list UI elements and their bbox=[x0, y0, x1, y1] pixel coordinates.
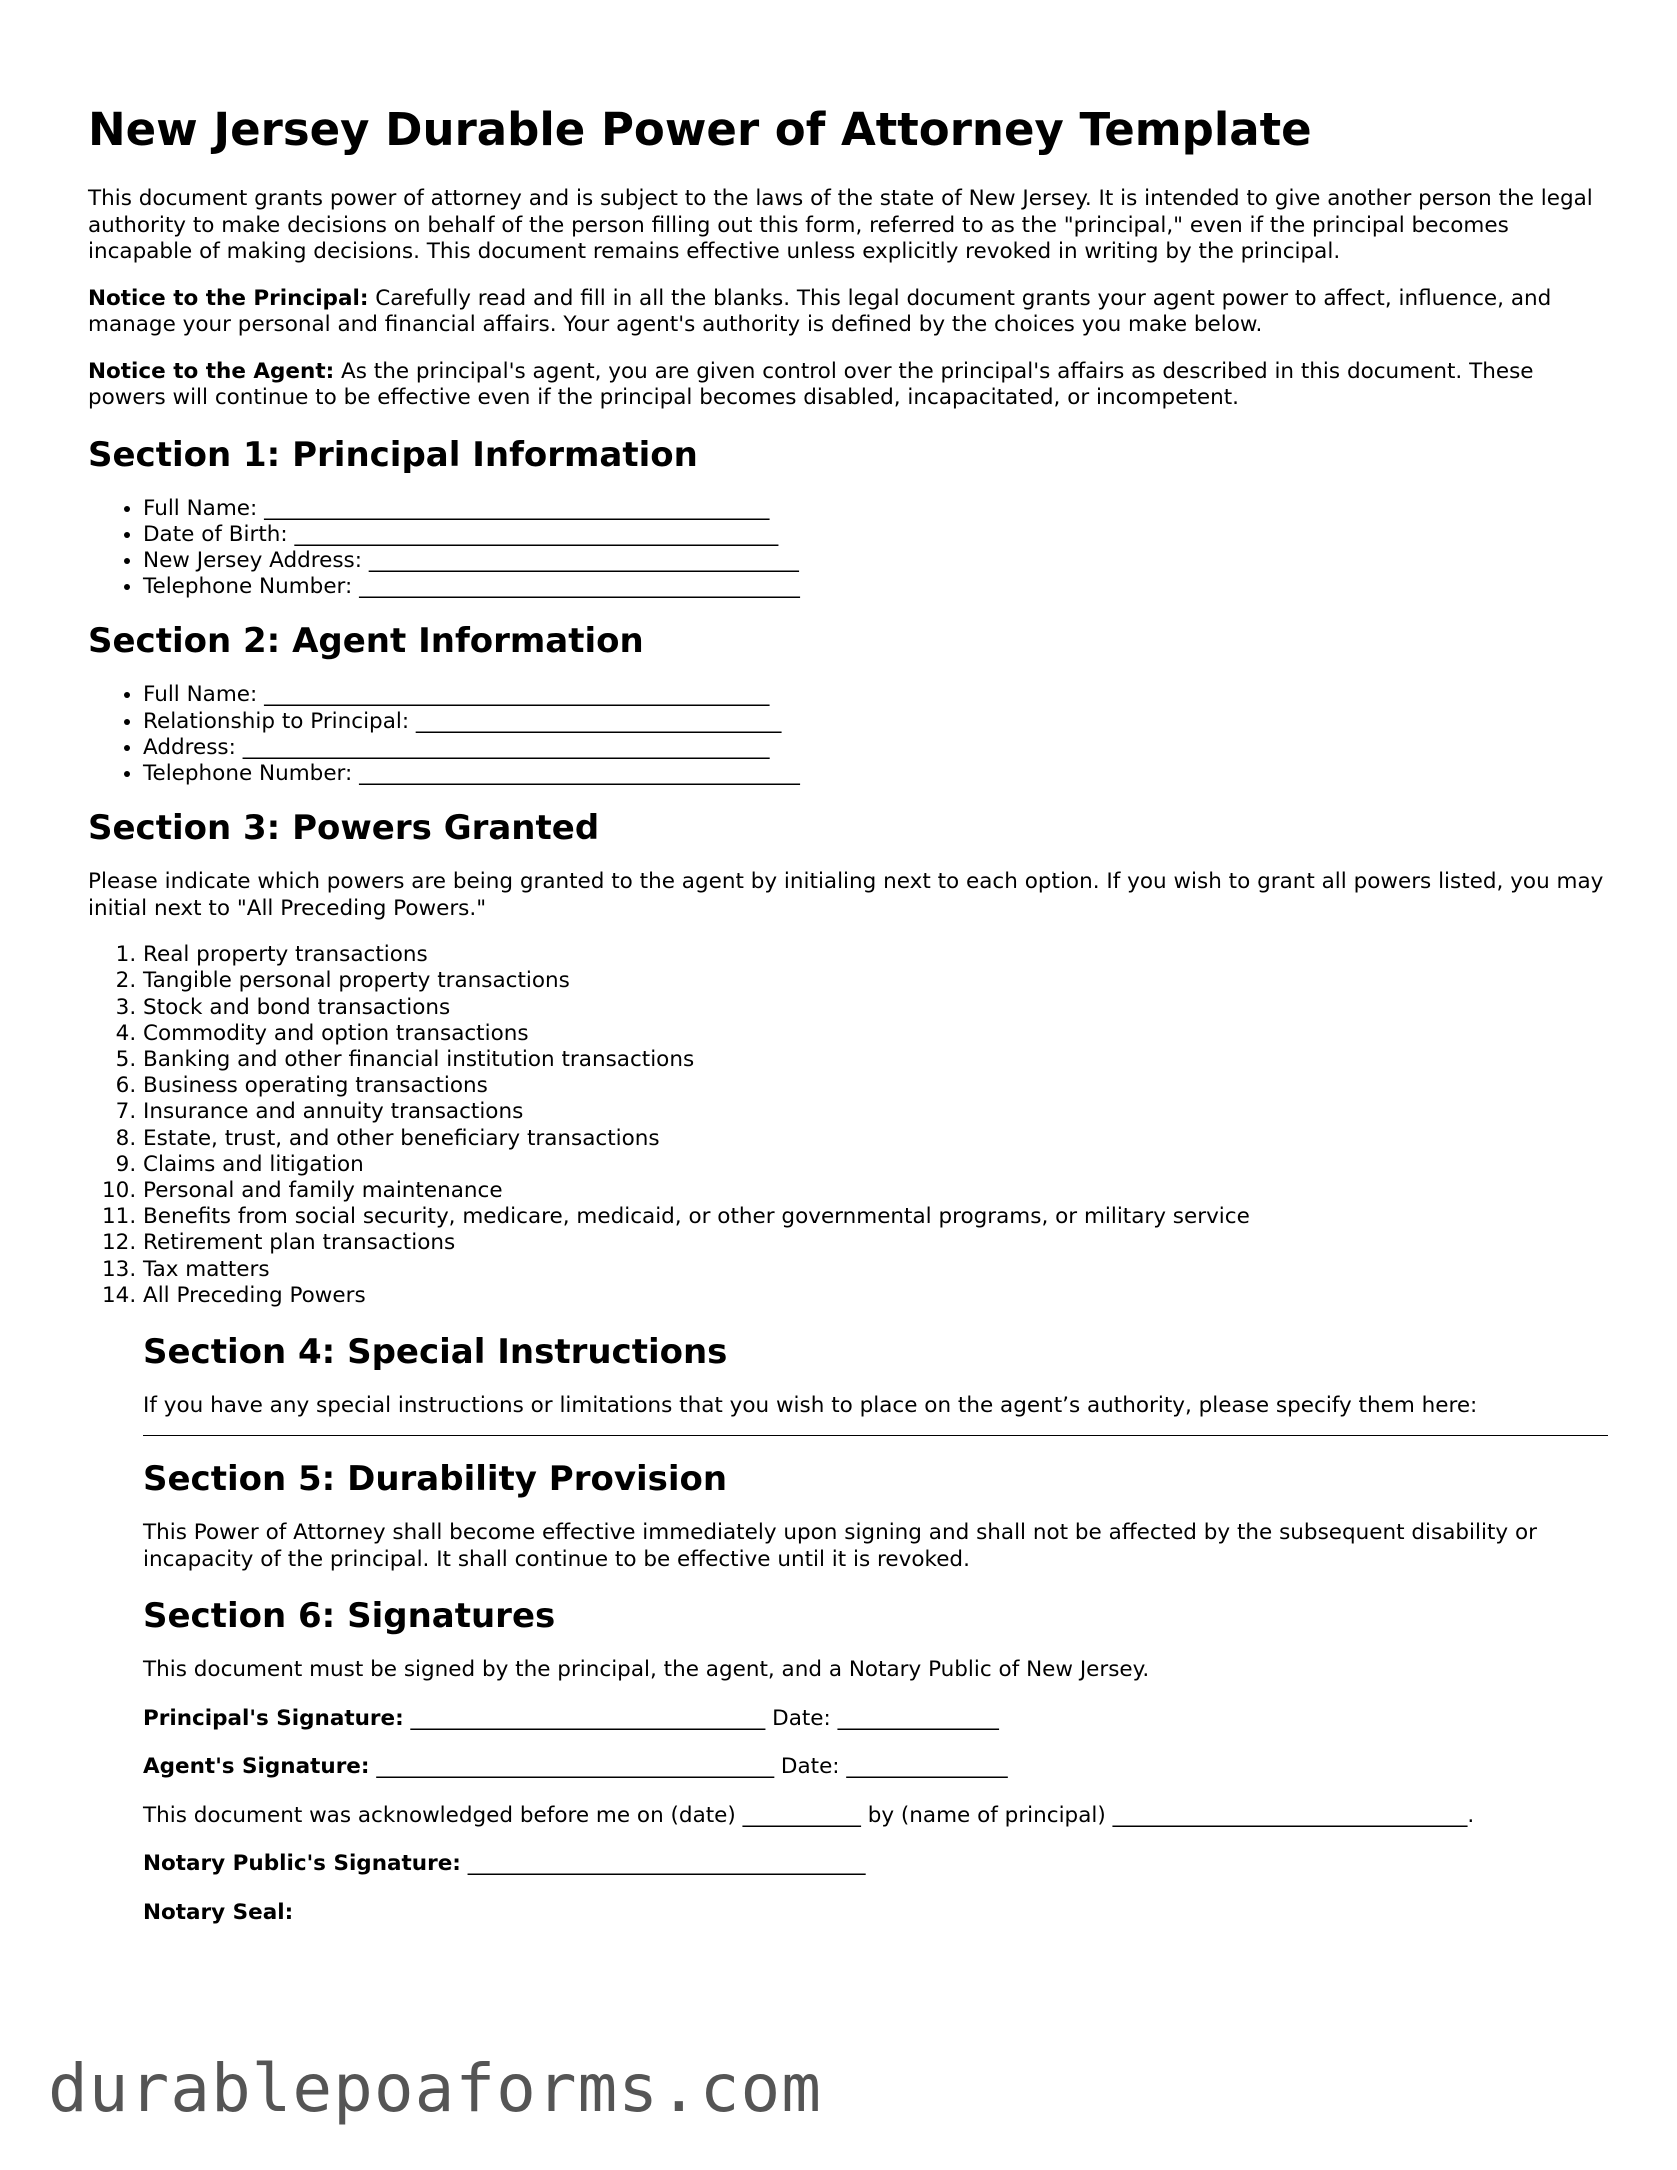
document-page bbox=[88, 0, 1608, 1926]
principal-signature-line[interactable] bbox=[143, 1706, 1608, 1733]
power-item: 13. Tax matters bbox=[143, 1257, 1608, 1283]
agent-signature-label: Agent's Signature: bbox=[143, 1754, 370, 1780]
power-item: 2. Tangible personal property transactions bbox=[143, 968, 1608, 994]
principal-address-field[interactable]: • New Jersey Address: ________________________________________ bbox=[143, 548, 1608, 574]
document-title: New Jersey Durable Power of Attorney Template bbox=[88, 103, 1312, 156]
powers-instructions: Please indicate which powers are being granted to the agent by initialing next to each option. If you wish to grant all powers listed, you may initial next to "All Preceding Powers." bbox=[88, 869, 1604, 921]
agent-signature-blank[interactable]: _____________________________________ Date: _______________ bbox=[369, 1754, 1008, 1780]
power-item: 10. Personal and family maintenance bbox=[143, 1178, 1608, 1204]
agent-full-name-field[interactable]: • Full Name: _______________________________________________ bbox=[143, 682, 1608, 708]
agent-signature-line[interactable] bbox=[143, 1754, 1608, 1781]
power-item: 11. Benefits from social security, medicare, medicaid, or other governmental programs, or military service bbox=[143, 1204, 1608, 1230]
notary-signature-line[interactable] bbox=[143, 1851, 1608, 1878]
power-item: 7. Insurance and annuity transactions bbox=[143, 1099, 1608, 1125]
durability-provision-text: This Power of Attorney shall become effective immediately upon signing and shall not be affected by the subsequent disability or incapacity of the principal. It shall continue to be effective until it is revoked. bbox=[143, 1520, 1537, 1572]
powers-list bbox=[88, 942, 1608, 1309]
principal-signature-label: Principal's Signature: bbox=[143, 1705, 404, 1731]
notary-signature-label: Notary Public's Signature: bbox=[143, 1851, 461, 1877]
power-item: 9. Claims and litigation bbox=[143, 1152, 1608, 1178]
power-item: 8. Estate, trust, and other beneficiary transactions bbox=[143, 1126, 1608, 1152]
notice-principal-label: Notice to the Principal: bbox=[88, 285, 369, 311]
notary-signature-blank[interactable]: _____________________________________ bbox=[460, 1851, 866, 1877]
power-item: 12. Retirement plan transactions bbox=[143, 1230, 1608, 1256]
acknowledgement-line[interactable]: This document was acknowledged before me on (date) ___________ by (name of principal) _________________________________. bbox=[143, 1802, 1475, 1828]
section5-heading: Section 5: Durability Provision bbox=[143, 1459, 728, 1500]
section3-heading: Section 3: Powers Granted bbox=[88, 808, 600, 849]
notice-agent-label: Notice to the Agent: bbox=[88, 358, 335, 384]
principal-full-name-field[interactable]: • Full Name: _______________________________________________ bbox=[143, 496, 1608, 522]
notice-to-agent bbox=[88, 359, 1608, 412]
signatures-instructions: This document must be signed by the principal, the agent, and a Notary Public of New Jersey. bbox=[143, 1657, 1150, 1683]
agent-relationship-field[interactable]: • Relationship to Principal: __________________________________ bbox=[143, 709, 1608, 735]
principal-date-of-birth-field[interactable]: • Date of Birth: _____________________________________________ bbox=[143, 522, 1608, 548]
agent-info-list bbox=[88, 682, 1608, 787]
section1-heading: Section 1: Principal Information bbox=[88, 434, 698, 475]
principal-info-list bbox=[88, 496, 1608, 601]
principal-telephone-field[interactable]: • Telephone Number: _________________________________________ bbox=[143, 574, 1608, 600]
notary-seal-label: Notary Seal: bbox=[143, 1899, 294, 1925]
notice-to-principal bbox=[88, 286, 1608, 339]
special-instructions-blank-line[interactable] bbox=[143, 1421, 1608, 1436]
section6-heading: Section 6: Signatures bbox=[143, 1596, 556, 1637]
agent-telephone-field[interactable]: • Telephone Number: _________________________________________ bbox=[143, 761, 1608, 787]
section2-heading: Section 2: Agent Information bbox=[88, 621, 644, 662]
power-item: 5. Banking and other financial institution transactions bbox=[143, 1047, 1608, 1073]
watermark-text: durablepoaforms.com bbox=[48, 2050, 822, 2127]
agent-address-field[interactable]: • Address: _________________________________________________ bbox=[143, 735, 1608, 761]
power-item: 6. Business operating transactions bbox=[143, 1073, 1608, 1099]
power-item: 4. Commodity and option transactions bbox=[143, 1021, 1608, 1047]
power-item: 14. All Preceding Powers bbox=[143, 1283, 1608, 1309]
power-item: 3. Stock and bond transactions bbox=[143, 995, 1608, 1021]
power-item: 1. Real property transactions bbox=[143, 942, 1608, 968]
section4-heading: Section 4: Special Instructions bbox=[143, 1331, 728, 1372]
intro-paragraph: This document grants power of attorney and is subject to the laws of the state of New Jersey. It is intended to give another person the legal authority to make decisions on behalf of the person filling out this form, referred to as the "principal," even if the principal becomes incapable of making decisions. This document remains effective unless explicitly revoked in writing by the principal. bbox=[88, 186, 1593, 264]
notary-seal-line bbox=[143, 1900, 1608, 1927]
principal-signature-blank[interactable]: _________________________________ Date: _______________ bbox=[403, 1705, 999, 1731]
notice-principal-text: Carefully read and fill in all the blanks. This legal document grants your agent power to affect, influence, and manage your personal and financial affairs. Your agent's authority is defined by the choices you make below. bbox=[88, 285, 1552, 337]
notice-agent-text: As the principal's agent, you are given control over the principal's affairs as described in this document. These powers will continue to be effective even if the principal becomes disabled, incapacitated, or incompetent. bbox=[88, 358, 1534, 410]
special-instructions-text: If you have any special instructions or limitations that you wish to place on the agent’s authority, please specify them here: bbox=[143, 1392, 1478, 1418]
